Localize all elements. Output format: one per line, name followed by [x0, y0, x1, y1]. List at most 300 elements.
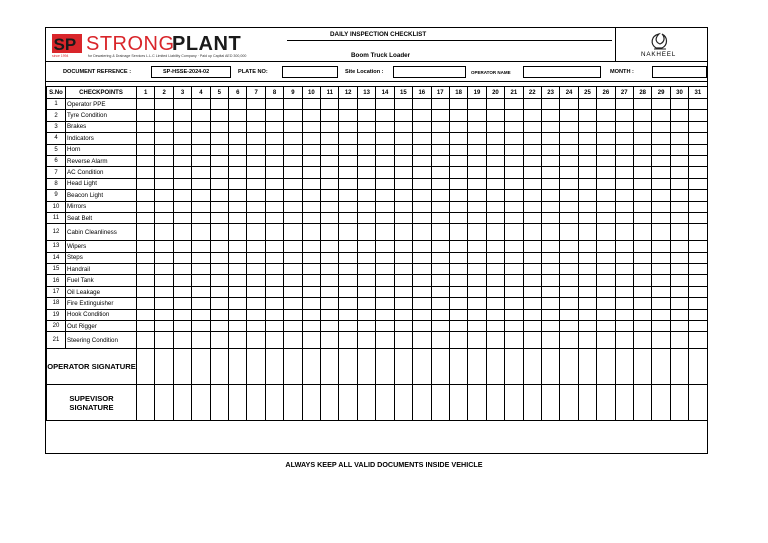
check-cell[interactable]	[486, 121, 504, 132]
check-cell[interactable]	[689, 110, 707, 121]
check-cell[interactable]	[137, 275, 155, 286]
check-cell[interactable]	[541, 264, 559, 275]
check-cell[interactable]	[689, 252, 707, 263]
check-cell[interactable]	[560, 144, 578, 155]
check-cell[interactable]	[302, 167, 320, 178]
check-cell[interactable]	[357, 252, 375, 263]
check-cell[interactable]	[505, 275, 523, 286]
check-cell[interactable]	[652, 155, 670, 166]
check-cell[interactable]	[394, 190, 412, 201]
check-cell[interactable]	[523, 264, 541, 275]
check-cell[interactable]	[357, 275, 375, 286]
check-cell[interactable]	[284, 252, 302, 263]
check-cell[interactable]	[210, 110, 228, 121]
check-cell[interactable]	[302, 190, 320, 201]
check-cell[interactable]	[468, 110, 486, 121]
check-cell[interactable]	[229, 286, 247, 297]
check-cell[interactable]	[173, 332, 191, 349]
check-cell[interactable]	[541, 190, 559, 201]
check-cell[interactable]	[173, 133, 191, 144]
check-cell[interactable]	[210, 155, 228, 166]
check-cell[interactable]	[541, 121, 559, 132]
check-cell[interactable]	[394, 155, 412, 166]
check-cell[interactable]	[413, 321, 431, 332]
check-cell[interactable]	[578, 167, 596, 178]
check-cell[interactable]	[173, 224, 191, 241]
check-cell[interactable]	[670, 178, 688, 189]
check-cell[interactable]	[155, 178, 173, 189]
check-cell[interactable]	[633, 155, 651, 166]
check-cell[interactable]	[339, 241, 357, 252]
check-cell[interactable]	[523, 110, 541, 121]
check-cell[interactable]	[229, 298, 247, 309]
check-cell[interactable]	[247, 190, 265, 201]
check-cell[interactable]	[394, 298, 412, 309]
check-cell[interactable]	[413, 252, 431, 263]
check-cell[interactable]	[670, 212, 688, 223]
check-cell[interactable]	[633, 309, 651, 320]
signature-cell[interactable]	[265, 349, 283, 385]
check-cell[interactable]	[431, 167, 449, 178]
check-cell[interactable]	[505, 201, 523, 212]
check-cell[interactable]	[173, 121, 191, 132]
signature-cell[interactable]	[321, 349, 339, 385]
check-cell[interactable]	[523, 155, 541, 166]
check-cell[interactable]	[449, 321, 467, 332]
check-cell[interactable]	[633, 212, 651, 223]
check-cell[interactable]	[247, 155, 265, 166]
check-cell[interactable]	[302, 286, 320, 297]
check-cell[interactable]	[155, 286, 173, 297]
signature-cell[interactable]	[229, 349, 247, 385]
check-cell[interactable]	[689, 167, 707, 178]
check-cell[interactable]	[321, 178, 339, 189]
check-cell[interactable]	[431, 224, 449, 241]
check-cell[interactable]	[505, 286, 523, 297]
check-cell[interactable]	[578, 155, 596, 166]
check-cell[interactable]	[302, 110, 320, 121]
check-cell[interactable]	[633, 286, 651, 297]
check-cell[interactable]	[615, 264, 633, 275]
check-cell[interactable]	[265, 309, 283, 320]
check-cell[interactable]	[578, 298, 596, 309]
check-cell[interactable]	[137, 110, 155, 121]
check-cell[interactable]	[523, 241, 541, 252]
check-cell[interactable]	[486, 332, 504, 349]
signature-cell[interactable]	[689, 349, 707, 385]
check-cell[interactable]	[137, 321, 155, 332]
signature-cell[interactable]	[247, 385, 265, 421]
check-cell[interactable]	[578, 133, 596, 144]
check-cell[interactable]	[413, 110, 431, 121]
check-cell[interactable]	[597, 99, 615, 110]
check-cell[interactable]	[615, 110, 633, 121]
check-cell[interactable]	[284, 332, 302, 349]
check-cell[interactable]	[339, 252, 357, 263]
check-cell[interactable]	[210, 201, 228, 212]
check-cell[interactable]	[523, 144, 541, 155]
check-cell[interactable]	[652, 286, 670, 297]
check-cell[interactable]	[597, 309, 615, 320]
check-cell[interactable]	[284, 224, 302, 241]
check-cell[interactable]	[486, 144, 504, 155]
check-cell[interactable]	[357, 241, 375, 252]
check-cell[interactable]	[339, 110, 357, 121]
check-cell[interactable]	[302, 133, 320, 144]
check-cell[interactable]	[284, 133, 302, 144]
check-cell[interactable]	[578, 201, 596, 212]
check-cell[interactable]	[560, 167, 578, 178]
signature-cell[interactable]	[302, 385, 320, 421]
check-cell[interactable]	[265, 201, 283, 212]
check-cell[interactable]	[155, 224, 173, 241]
check-cell[interactable]	[670, 309, 688, 320]
check-cell[interactable]	[670, 133, 688, 144]
check-cell[interactable]	[486, 298, 504, 309]
check-cell[interactable]	[670, 224, 688, 241]
check-cell[interactable]	[192, 286, 210, 297]
check-cell[interactable]	[468, 321, 486, 332]
check-cell[interactable]	[486, 224, 504, 241]
check-cell[interactable]	[578, 144, 596, 155]
check-cell[interactable]	[578, 190, 596, 201]
check-cell[interactable]	[449, 241, 467, 252]
signature-cell[interactable]	[155, 385, 173, 421]
check-cell[interactable]	[468, 99, 486, 110]
check-cell[interactable]	[192, 298, 210, 309]
check-cell[interactable]	[449, 332, 467, 349]
check-cell[interactable]	[652, 144, 670, 155]
check-cell[interactable]	[449, 286, 467, 297]
check-cell[interactable]	[137, 99, 155, 110]
check-cell[interactable]	[229, 241, 247, 252]
check-cell[interactable]	[670, 99, 688, 110]
check-cell[interactable]	[505, 133, 523, 144]
check-cell[interactable]	[376, 190, 394, 201]
check-cell[interactable]	[357, 201, 375, 212]
check-cell[interactable]	[339, 264, 357, 275]
check-cell[interactable]	[486, 286, 504, 297]
check-cell[interactable]	[321, 201, 339, 212]
check-cell[interactable]	[210, 321, 228, 332]
check-cell[interactable]	[541, 99, 559, 110]
check-cell[interactable]	[173, 286, 191, 297]
check-cell[interactable]	[247, 264, 265, 275]
check-cell[interactable]	[302, 332, 320, 349]
check-cell[interactable]	[597, 121, 615, 132]
check-cell[interactable]	[321, 155, 339, 166]
signature-cell[interactable]	[357, 349, 375, 385]
signature-cell[interactable]	[597, 385, 615, 421]
check-cell[interactable]	[633, 110, 651, 121]
check-cell[interactable]	[229, 167, 247, 178]
check-cell[interactable]	[468, 121, 486, 132]
check-cell[interactable]	[431, 155, 449, 166]
check-cell[interactable]	[192, 121, 210, 132]
signature-cell[interactable]	[578, 349, 596, 385]
check-cell[interactable]	[357, 121, 375, 132]
check-cell[interactable]	[449, 212, 467, 223]
check-cell[interactable]	[265, 110, 283, 121]
check-cell[interactable]	[523, 286, 541, 297]
check-cell[interactable]	[173, 212, 191, 223]
check-cell[interactable]	[339, 321, 357, 332]
check-cell[interactable]	[192, 167, 210, 178]
check-cell[interactable]	[468, 133, 486, 144]
check-cell[interactable]	[155, 167, 173, 178]
check-cell[interactable]	[541, 201, 559, 212]
check-cell[interactable]	[155, 201, 173, 212]
check-cell[interactable]	[137, 252, 155, 263]
check-cell[interactable]	[523, 332, 541, 349]
check-cell[interactable]	[431, 298, 449, 309]
signature-cell[interactable]	[449, 385, 467, 421]
check-cell[interactable]	[505, 309, 523, 320]
check-cell[interactable]	[670, 167, 688, 178]
check-cell[interactable]	[689, 144, 707, 155]
check-cell[interactable]	[449, 298, 467, 309]
check-cell[interactable]	[137, 155, 155, 166]
check-cell[interactable]	[449, 99, 467, 110]
signature-cell[interactable]	[339, 385, 357, 421]
check-cell[interactable]	[321, 121, 339, 132]
signature-cell[interactable]	[284, 385, 302, 421]
check-cell[interactable]	[560, 321, 578, 332]
signature-cell[interactable]	[541, 385, 559, 421]
check-cell[interactable]	[578, 212, 596, 223]
check-cell[interactable]	[505, 190, 523, 201]
check-cell[interactable]	[689, 321, 707, 332]
signature-cell[interactable]	[431, 385, 449, 421]
check-cell[interactable]	[413, 155, 431, 166]
check-cell[interactable]	[468, 212, 486, 223]
check-cell[interactable]	[265, 298, 283, 309]
check-cell[interactable]	[247, 144, 265, 155]
check-cell[interactable]	[413, 167, 431, 178]
check-cell[interactable]	[357, 144, 375, 155]
check-cell[interactable]	[192, 201, 210, 212]
check-cell[interactable]	[597, 298, 615, 309]
check-cell[interactable]	[615, 155, 633, 166]
check-cell[interactable]	[229, 309, 247, 320]
check-cell[interactable]	[376, 144, 394, 155]
check-cell[interactable]	[652, 224, 670, 241]
site-location-field[interactable]	[393, 66, 466, 78]
check-cell[interactable]	[615, 167, 633, 178]
check-cell[interactable]	[210, 309, 228, 320]
check-cell[interactable]	[578, 241, 596, 252]
signature-cell[interactable]	[413, 385, 431, 421]
check-cell[interactable]	[210, 144, 228, 155]
check-cell[interactable]	[560, 121, 578, 132]
signature-cell[interactable]	[486, 385, 504, 421]
check-cell[interactable]	[431, 201, 449, 212]
check-cell[interactable]	[541, 224, 559, 241]
check-cell[interactable]	[468, 144, 486, 155]
check-cell[interactable]	[468, 224, 486, 241]
check-cell[interactable]	[155, 275, 173, 286]
check-cell[interactable]	[210, 298, 228, 309]
check-cell[interactable]	[578, 99, 596, 110]
check-cell[interactable]	[302, 264, 320, 275]
check-cell[interactable]	[652, 178, 670, 189]
signature-cell[interactable]	[505, 349, 523, 385]
check-cell[interactable]	[560, 133, 578, 144]
check-cell[interactable]	[247, 121, 265, 132]
check-cell[interactable]	[541, 275, 559, 286]
check-cell[interactable]	[486, 110, 504, 121]
check-cell[interactable]	[376, 133, 394, 144]
check-cell[interactable]	[689, 99, 707, 110]
check-cell[interactable]	[173, 99, 191, 110]
check-cell[interactable]	[560, 252, 578, 263]
check-cell[interactable]	[431, 99, 449, 110]
check-cell[interactable]	[394, 321, 412, 332]
check-cell[interactable]	[652, 241, 670, 252]
check-cell[interactable]	[523, 298, 541, 309]
signature-cell[interactable]	[523, 349, 541, 385]
check-cell[interactable]	[449, 264, 467, 275]
check-cell[interactable]	[560, 190, 578, 201]
check-cell[interactable]	[689, 224, 707, 241]
check-cell[interactable]	[321, 144, 339, 155]
check-cell[interactable]	[192, 133, 210, 144]
check-cell[interactable]	[449, 190, 467, 201]
check-cell[interactable]	[449, 309, 467, 320]
check-cell[interactable]	[449, 275, 467, 286]
signature-cell[interactable]	[321, 385, 339, 421]
check-cell[interactable]	[321, 190, 339, 201]
check-cell[interactable]	[284, 178, 302, 189]
check-cell[interactable]	[284, 212, 302, 223]
check-cell[interactable]	[192, 264, 210, 275]
check-cell[interactable]	[431, 309, 449, 320]
check-cell[interactable]	[689, 286, 707, 297]
signature-cell[interactable]	[633, 385, 651, 421]
check-cell[interactable]	[284, 241, 302, 252]
check-cell[interactable]	[357, 332, 375, 349]
check-cell[interactable]	[192, 178, 210, 189]
check-cell[interactable]	[560, 298, 578, 309]
check-cell[interactable]	[339, 224, 357, 241]
check-cell[interactable]	[229, 110, 247, 121]
check-cell[interactable]	[578, 309, 596, 320]
check-cell[interactable]	[339, 178, 357, 189]
check-cell[interactable]	[173, 252, 191, 263]
check-cell[interactable]	[523, 275, 541, 286]
check-cell[interactable]	[431, 252, 449, 263]
check-cell[interactable]	[523, 99, 541, 110]
signature-cell[interactable]	[137, 385, 155, 421]
check-cell[interactable]	[633, 190, 651, 201]
check-cell[interactable]	[173, 264, 191, 275]
check-cell[interactable]	[302, 155, 320, 166]
check-cell[interactable]	[247, 201, 265, 212]
operator-name-field[interactable]	[523, 66, 601, 78]
check-cell[interactable]	[670, 332, 688, 349]
check-cell[interactable]	[431, 144, 449, 155]
check-cell[interactable]	[486, 155, 504, 166]
check-cell[interactable]	[541, 144, 559, 155]
check-cell[interactable]	[652, 201, 670, 212]
check-cell[interactable]	[449, 155, 467, 166]
check-cell[interactable]	[615, 321, 633, 332]
check-cell[interactable]	[210, 224, 228, 241]
check-cell[interactable]	[321, 110, 339, 121]
signature-cell[interactable]	[376, 349, 394, 385]
check-cell[interactable]	[247, 275, 265, 286]
check-cell[interactable]	[137, 332, 155, 349]
check-cell[interactable]	[652, 275, 670, 286]
check-cell[interactable]	[468, 252, 486, 263]
check-cell[interactable]	[210, 264, 228, 275]
check-cell[interactable]	[597, 275, 615, 286]
check-cell[interactable]	[137, 144, 155, 155]
check-cell[interactable]	[413, 178, 431, 189]
check-cell[interactable]	[597, 286, 615, 297]
check-cell[interactable]	[413, 224, 431, 241]
check-cell[interactable]	[376, 332, 394, 349]
check-cell[interactable]	[265, 321, 283, 332]
check-cell[interactable]	[173, 309, 191, 320]
check-cell[interactable]	[431, 121, 449, 132]
check-cell[interactable]	[210, 332, 228, 349]
check-cell[interactable]	[192, 144, 210, 155]
check-cell[interactable]	[633, 241, 651, 252]
check-cell[interactable]	[413, 332, 431, 349]
check-cell[interactable]	[431, 110, 449, 121]
check-cell[interactable]	[192, 224, 210, 241]
check-cell[interactable]	[523, 224, 541, 241]
signature-cell[interactable]	[652, 385, 670, 421]
signature-cell[interactable]	[560, 349, 578, 385]
check-cell[interactable]	[670, 298, 688, 309]
signature-cell[interactable]	[376, 385, 394, 421]
check-cell[interactable]	[394, 133, 412, 144]
check-cell[interactable]	[449, 133, 467, 144]
check-cell[interactable]	[541, 212, 559, 223]
signature-cell[interactable]	[615, 385, 633, 421]
check-cell[interactable]	[265, 99, 283, 110]
check-cell[interactable]	[486, 190, 504, 201]
check-cell[interactable]	[302, 178, 320, 189]
check-cell[interactable]	[137, 201, 155, 212]
check-cell[interactable]	[597, 212, 615, 223]
check-cell[interactable]	[449, 167, 467, 178]
check-cell[interactable]	[247, 212, 265, 223]
check-cell[interactable]	[265, 121, 283, 132]
check-cell[interactable]	[652, 212, 670, 223]
check-cell[interactable]	[321, 321, 339, 332]
check-cell[interactable]	[284, 190, 302, 201]
check-cell[interactable]	[321, 309, 339, 320]
check-cell[interactable]	[210, 286, 228, 297]
check-cell[interactable]	[357, 212, 375, 223]
check-cell[interactable]	[155, 298, 173, 309]
check-cell[interactable]	[357, 224, 375, 241]
check-cell[interactable]	[173, 155, 191, 166]
check-cell[interactable]	[155, 332, 173, 349]
check-cell[interactable]	[357, 321, 375, 332]
check-cell[interactable]	[560, 201, 578, 212]
check-cell[interactable]	[413, 298, 431, 309]
check-cell[interactable]	[652, 332, 670, 349]
check-cell[interactable]	[357, 133, 375, 144]
check-cell[interactable]	[431, 133, 449, 144]
check-cell[interactable]	[155, 155, 173, 166]
check-cell[interactable]	[265, 133, 283, 144]
check-cell[interactable]	[247, 298, 265, 309]
